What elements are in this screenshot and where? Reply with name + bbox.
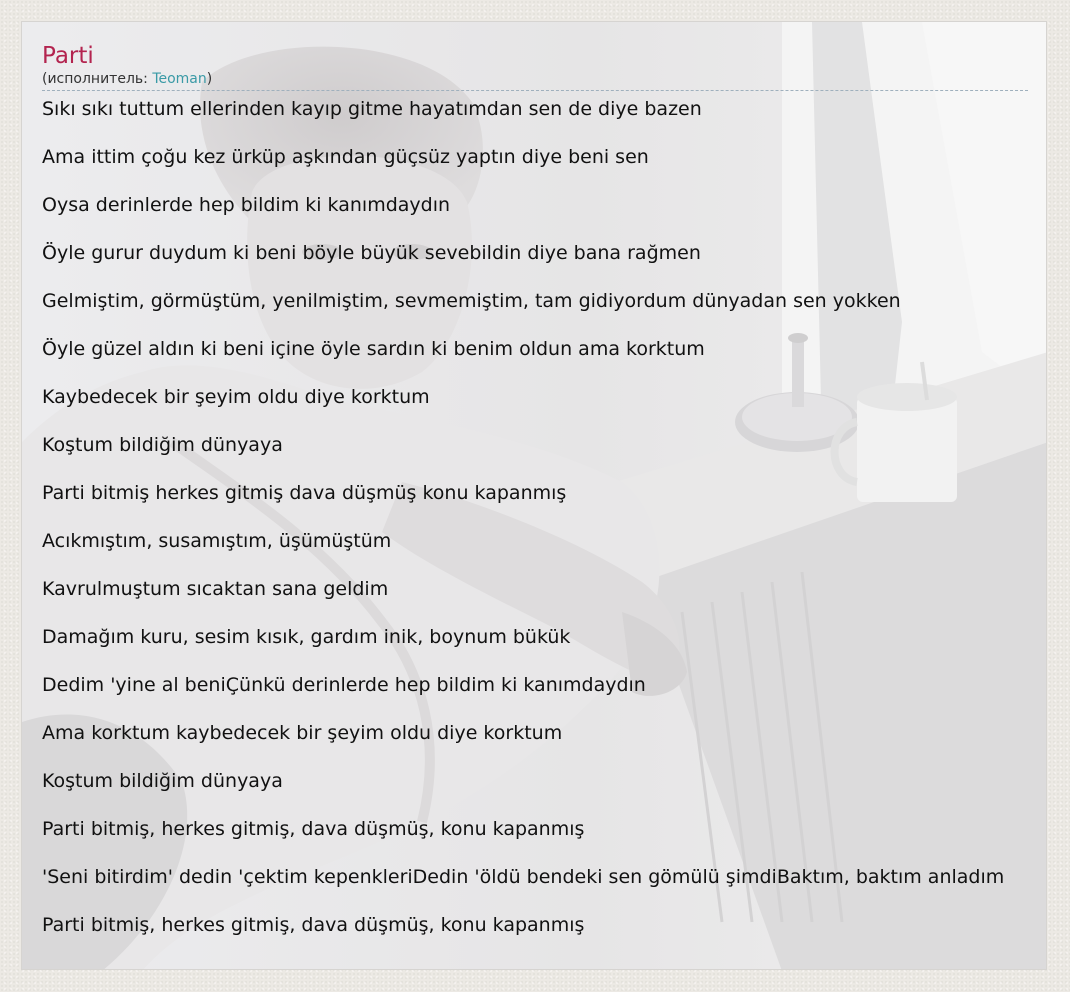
lyric-line: Acıkmıştım, susamıştım, üşümüştüm bbox=[42, 530, 392, 552]
lyric-line: Parti bitmiş, herkes gitmiş, dava düşmüş, konu kapanmış bbox=[42, 914, 585, 936]
lyrics-panel bbox=[21, 21, 1047, 970]
lyric-line: Kavrulmuştum sıcaktan sana geldim bbox=[42, 578, 389, 600]
artist-suffix: ) bbox=[206, 71, 213, 87]
lyric-line: Dedim 'yine al beniÇünkü derinlerde hep bildim ki kanımdaydın bbox=[42, 674, 646, 696]
lyric-line: Öyle gurur duydum ki beni böyle büyük sevebildin diye bana rağmen bbox=[42, 242, 701, 264]
lyric-line: Parti bitmiş, herkes gitmiş, dava düşmüş, konu kapanmış bbox=[42, 818, 585, 840]
lyric-line: 'Seni bitirdim' dedin 'çektim kepenkleriDedin 'öldü bendeki sen gömülü şimdiBaktım, baktım anladım bbox=[42, 866, 1005, 888]
lyric-line: Damağım kuru, sesim kısık, gardım inik, boynum bükük bbox=[42, 626, 571, 648]
lyric-line: Ama korktum kaybedecek bir şeyim oldu diye korktum bbox=[42, 722, 563, 744]
artist-link[interactable]: Teoman bbox=[152, 71, 207, 87]
lyric-line: Oysa derinlerde hep bildim ki kanımdaydın bbox=[42, 194, 451, 216]
lyric-line: Parti bitmiş herkes gitmiş dava düşmüş konu kapanmış bbox=[42, 482, 567, 504]
lyric-line: Koştum bildiğim dünyaya bbox=[42, 434, 283, 456]
lyric-line: Koştum bildiğim dünyaya bbox=[42, 770, 283, 792]
song-content bbox=[42, 42, 1046, 961]
artist-prefix: (исполнитель: bbox=[42, 71, 153, 87]
lyrics-body bbox=[42, 97, 1046, 937]
lyric-line: Ama ittim çoğu kez ürküp aşkından güçsüz yaptın diye beni sen bbox=[42, 146, 649, 168]
lyric-line: Sıkı sıkı tuttum ellerinden kayıp gitme hayatımdan sen de diye bazen bbox=[42, 98, 702, 120]
lyric-line: Gelmiştim, görmüştüm, yenilmiştim, sevmemiştim, tam gidiyordum dünyadan sen yokken bbox=[42, 290, 901, 312]
lyric-line: Kaybedecek bir şeyim oldu diye korktum bbox=[42, 386, 430, 408]
lyric-line: Öyle güzel aldın ki beni içine öyle sardın ki benim oldun ama korktum bbox=[42, 338, 705, 360]
song-title: Parti bbox=[42, 43, 94, 69]
artist-line bbox=[42, 70, 1028, 91]
